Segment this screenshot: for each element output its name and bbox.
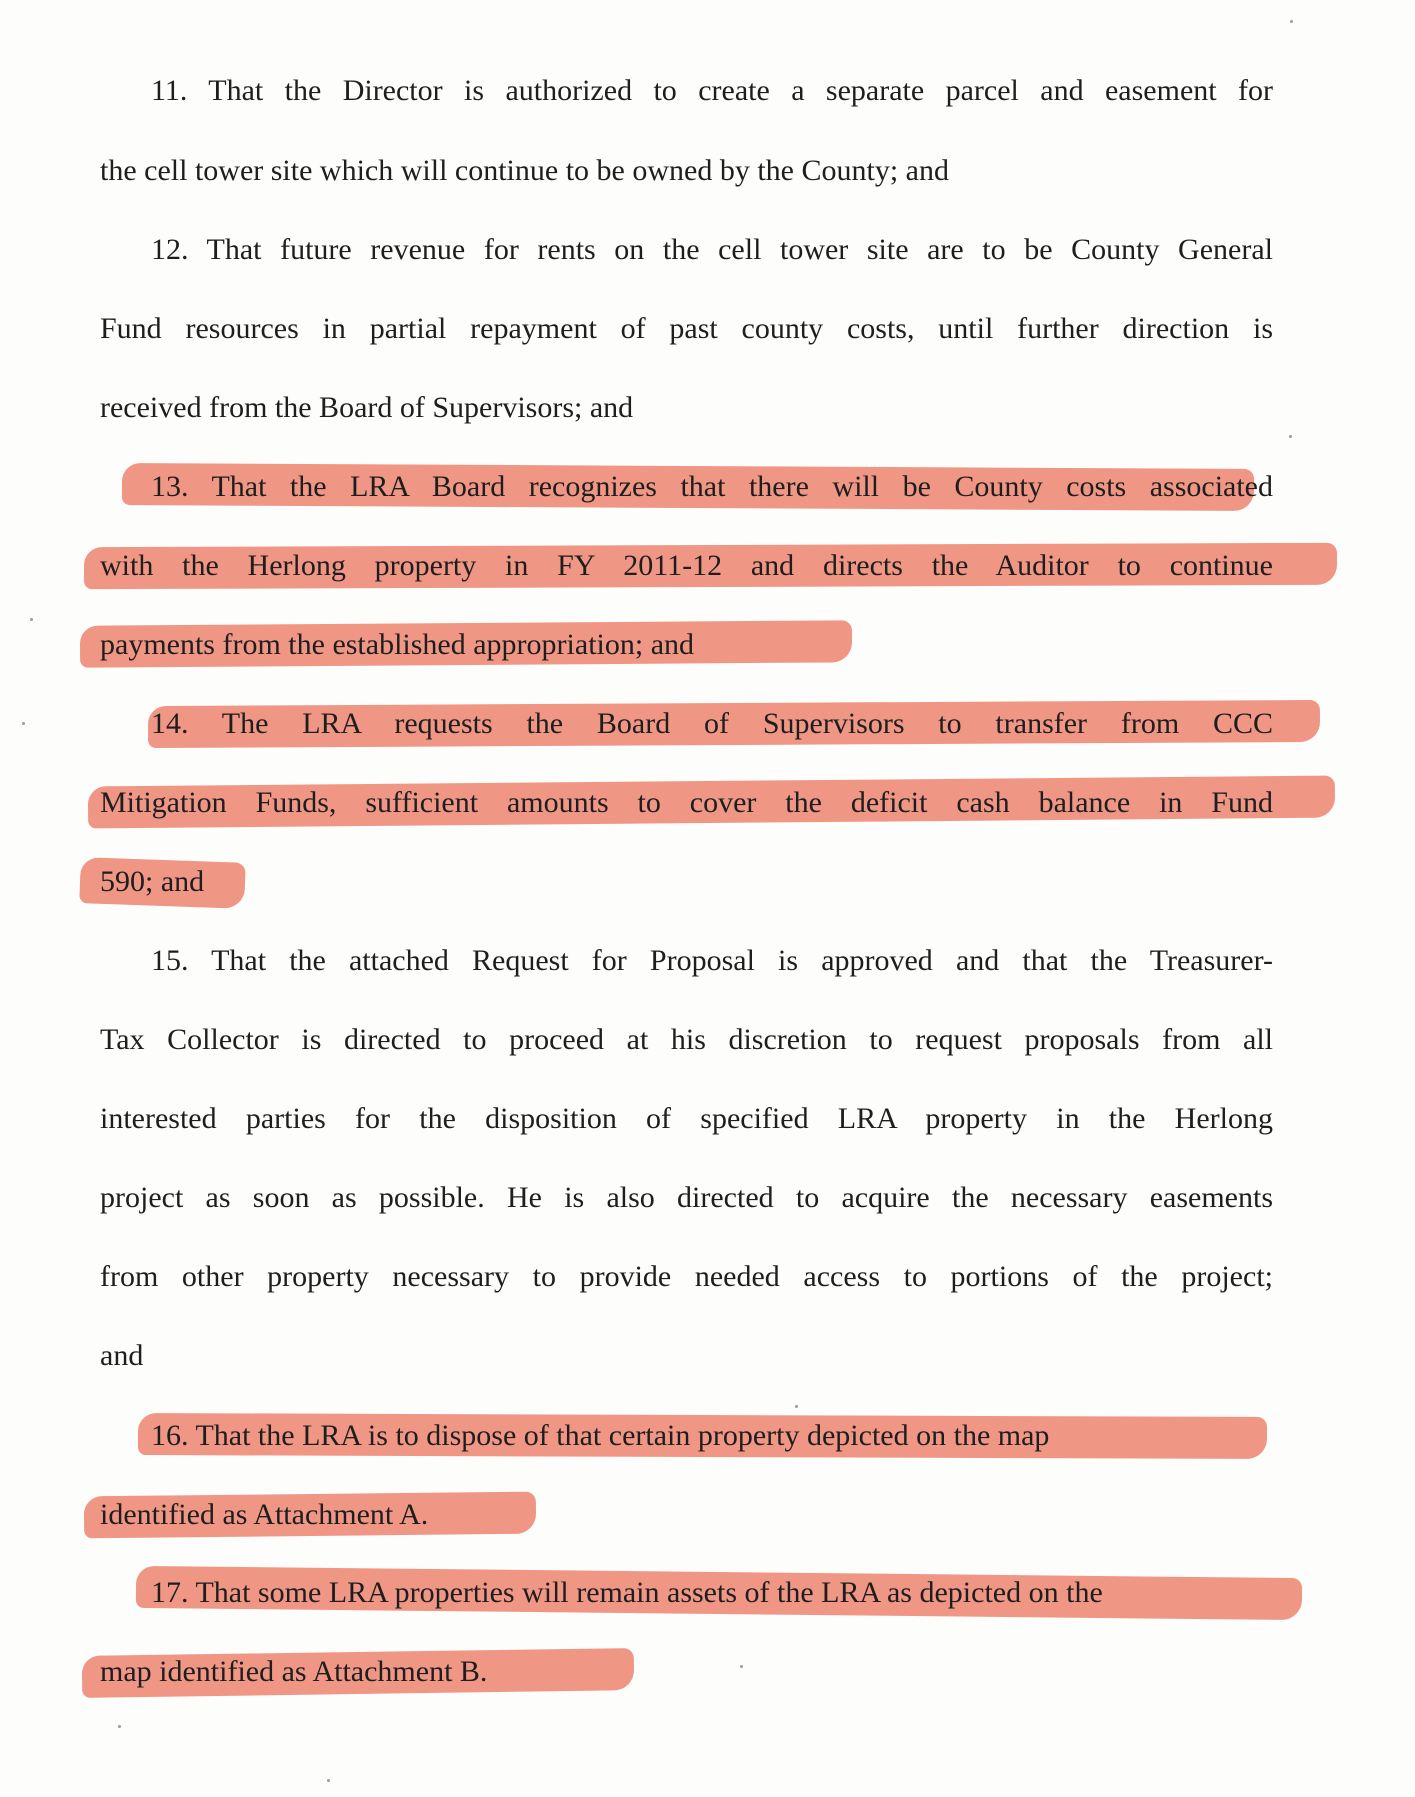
- paragraph-15-line-1: 15. That the attached Request for Proposal is approved and that the Treasurer-: [151, 944, 1273, 977]
- paragraph-11-line-2: the cell tower site which will continue to be owned by the County; and: [100, 154, 949, 187]
- paragraph-15-line-2: Tax Collector is directed to proceed at his discretion to request proposals from all: [100, 1023, 1273, 1056]
- paragraph-14-line-3: 590; and: [100, 865, 205, 898]
- paragraph-17-line-2: map identified as Attachment B.: [100, 1655, 488, 1688]
- paragraph-12-line-1: 12. That future revenue for rents on the cell tower site are to be County General: [151, 233, 1273, 266]
- scan-speck: [795, 1405, 798, 1408]
- paragraph-16-line-2: identified as Attachment A.: [100, 1498, 429, 1531]
- paragraph-11-line-1: 11. That the Director is authorized to create a separate parcel and easement for: [151, 74, 1273, 107]
- paragraph-13-line-1: 13. That the LRA Board recognizes that there will be County costs associated: [151, 470, 1273, 503]
- scan-speck: [1290, 20, 1293, 23]
- paragraph-17-line-1: 17. That some LRA properties will remain assets of the LRA as depicted on the: [151, 1576, 1103, 1609]
- scan-speck: [22, 722, 25, 725]
- paragraph-12-line-3: received from the Board of Supervisors; and: [100, 391, 634, 424]
- paragraph-15-line-4: project as soon as possible. He is also directed to acquire the necessary easements: [100, 1181, 1273, 1214]
- paragraph-13-line-3: payments from the established appropriation; and: [100, 628, 695, 661]
- paragraph-15-line-6: and: [100, 1339, 144, 1372]
- scan-speck: [1289, 435, 1292, 438]
- paragraph-15-line-5: from other property necessary to provide needed access to portions of the project;: [100, 1260, 1273, 1293]
- scan-speck: [118, 1725, 121, 1728]
- paragraph-16-line-1: 16. That the LRA is to dispose of that certain property depicted on the map: [151, 1419, 1050, 1452]
- paragraph-15-line-3: interested parties for the disposition of specified LRA property in the Herlong: [100, 1102, 1273, 1135]
- scan-speck: [30, 618, 33, 621]
- paragraph-12-line-2: Fund resources in partial repayment of past county costs, until further direction is: [100, 312, 1273, 345]
- paragraph-13-line-2: with the Herlong property in FY 2011-12 and directs the Auditor to continue: [100, 549, 1273, 582]
- paragraph-14-line-2: Mitigation Funds, sufficient amounts to cover the deficit cash balance in Fund: [100, 786, 1273, 819]
- scan-speck: [327, 1779, 330, 1782]
- paragraph-14-line-1: 14. The LRA requests the Board of Supervisors to transfer from CCC: [151, 707, 1273, 740]
